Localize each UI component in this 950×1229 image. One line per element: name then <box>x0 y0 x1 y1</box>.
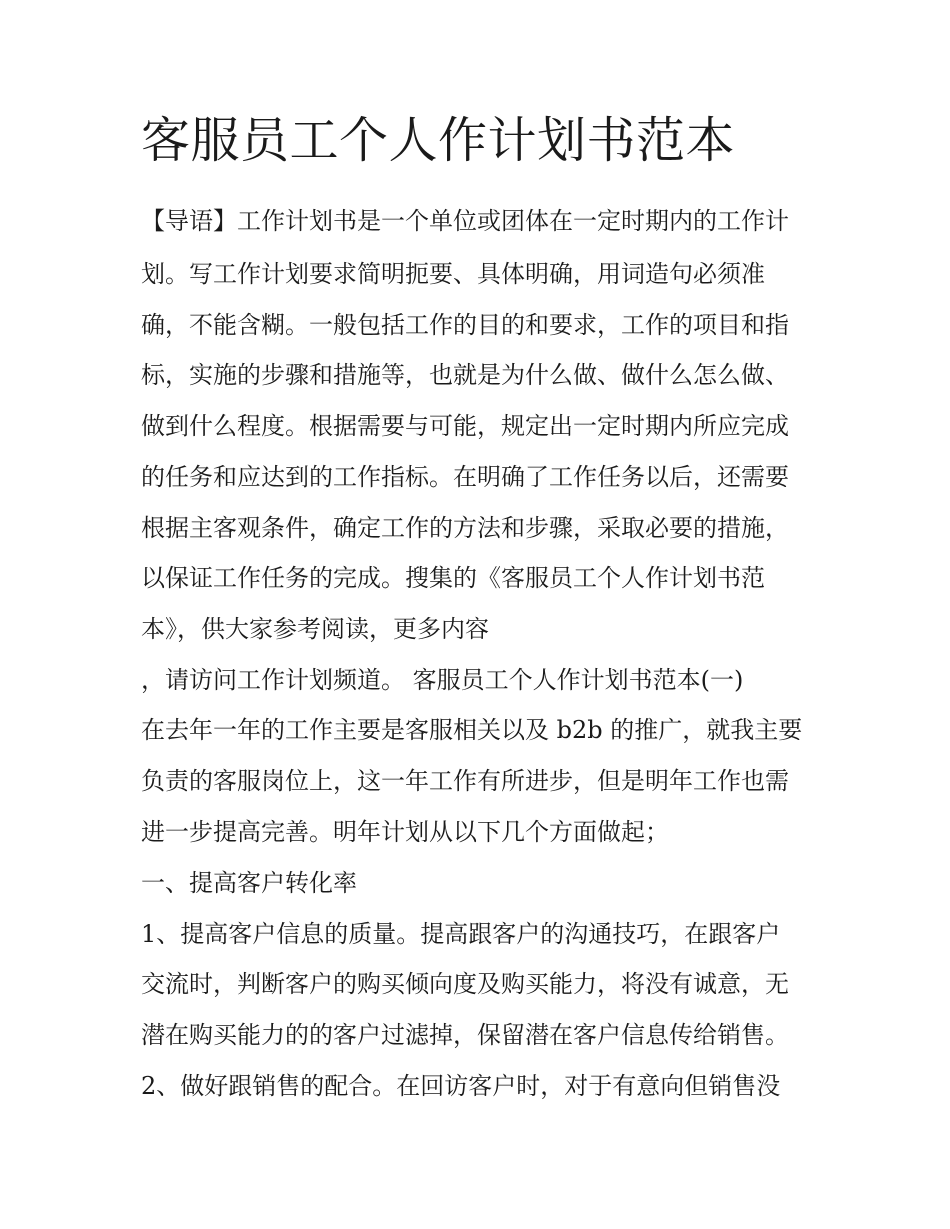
section-heading: 一、提高客户转化率 <box>141 869 357 897</box>
body-line: 的任务和应达到的工作指标。在明确了工作任务以后，还需要 <box>141 463 789 491</box>
body-line: 【导语】工作计划书是一个单位或团体在一定时期内的工作计 <box>141 207 789 235</box>
body-line: 做到什么程度。根据需要与可能，规定出一定时期内所应完成 <box>141 412 789 440</box>
body-line: 本》，供大家参考阅读，更多内容 <box>141 615 489 643</box>
body-line: 潜在购买能力的的客户过滤掉，保留潜在客户信息传给销售。 <box>141 1021 789 1049</box>
body-line: 负责的客服岗位上，这一年工作有所进步，但是明年工作也需 <box>141 767 789 795</box>
body-line: 确，不能含糊。一般包括工作的目的和要求，工作的项目和指 <box>141 311 789 339</box>
body-line: 进一步提高完善。明年计划从以下几个方面做起； <box>141 818 669 846</box>
body-line: 2、做好跟销售的配合。在回访客户时，对于有意向但销售没 <box>141 1072 781 1100</box>
body-line: 在去年一年的工作主要是客服相关以及 b2b 的推广，就我主要 <box>141 716 803 744</box>
body-line: 根据主客观条件，确定工作的方法和步骤，采取必要的措施， <box>141 514 789 542</box>
body-line: 1、提高客户信息的质量。提高跟客户的沟通技巧，在跟客户 <box>141 920 781 948</box>
document-title: 客服员工个人作计划书范本 <box>141 112 736 169</box>
body-line: 以保证工作任务的完成。搜集的《客服员工个人作计划书范 <box>141 564 765 592</box>
body-line: ，请访问工作计划频道。 客服员工个人作计划书范本(一) <box>141 666 744 694</box>
body-line: 划。写工作计划要求简明扼要、具体明确，用词造句必须准 <box>141 260 765 288</box>
body-line: 交流时，判断客户的购买倾向度及购买能力，将没有诚意，无 <box>141 970 789 998</box>
body-line: 标，实施的步骤和措施等，也就是为什么做、做什么怎么做、 <box>141 361 789 389</box>
